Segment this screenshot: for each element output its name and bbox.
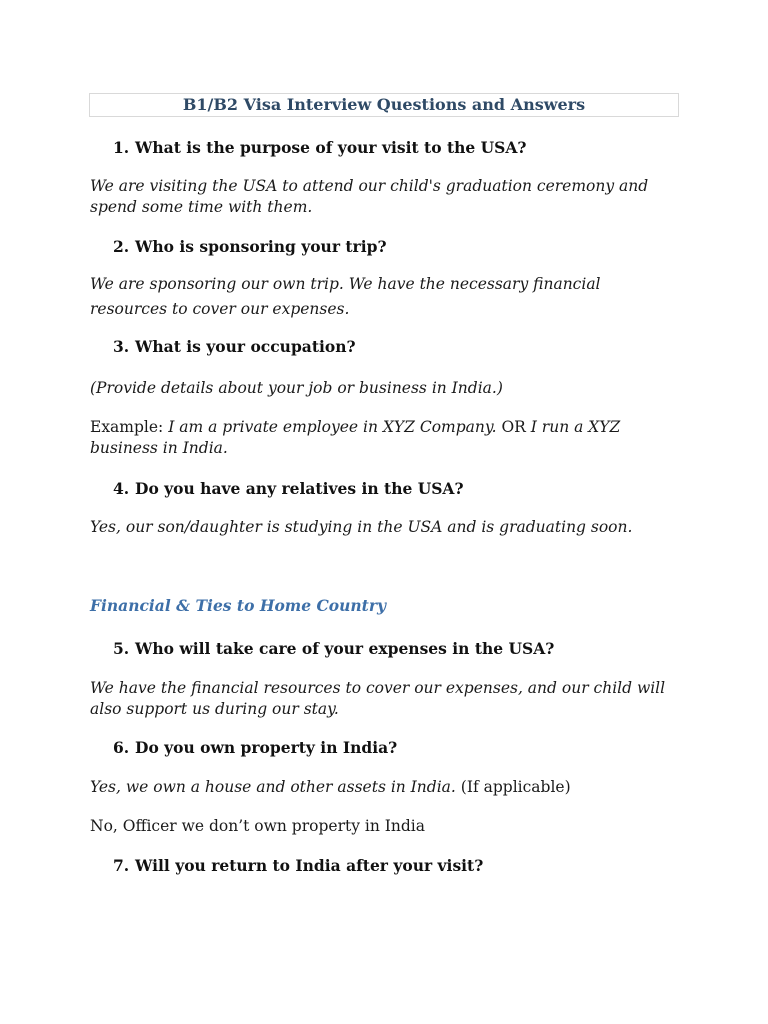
question-text: Who is sponsoring your trip? [135,237,387,256]
answer-5: We have the financial resources to cover our expenses, and our child will also support us during our stay. [90,679,666,718]
question-number: 3. [113,337,130,356]
question-number: 5. [113,639,130,658]
question-1 [113,138,526,157]
question-6 [113,738,397,757]
question-7 [113,856,483,875]
question-3 [113,337,356,356]
example-option-1: I am a private employee in XYZ Company. [168,418,497,436]
section-heading: Financial & Ties to Home Country [90,596,387,615]
question-text: Do you have any relatives in the USA? [135,479,464,498]
answer-3-example [90,417,675,459]
question-2 [113,237,387,256]
answer-3-note: (Provide details about your job or business in India.) [90,379,503,397]
answer-6-note: (If applicable) [455,778,571,796]
question-text: Will you return to India after your visit? [135,856,484,875]
document-title: B1/B2 Visa Interview Questions and Answers [89,93,679,117]
example-label: Example: [90,418,169,436]
answer-6-alternative: No, Officer we don’t own property in India [90,817,425,835]
question-number: 6. [113,738,130,757]
answer-4: Yes, our son/daughter is studying in the USA and is graduating soon. [90,518,633,536]
question-number: 4. [113,479,130,498]
answer-2: We are sponsoring our own trip. We have the necessary financial resources to cover our expenses. [90,275,601,318]
example-option-2: I run a XYZ business in India. [90,418,621,457]
question-number: 7. [113,856,130,875]
question-number: 1. [113,138,130,157]
question-text: What is the purpose of your visit to the USA? [135,138,527,157]
question-text: Who will take care of your expenses in the USA? [135,639,555,658]
answer-6 [90,777,675,798]
question-4 [113,479,464,498]
question-text: Do you own property in India? [135,738,398,757]
question-number: 2. [113,237,130,256]
question-text: What is your occupation? [135,337,356,356]
example-or: OR [496,418,531,436]
answer-6-text: Yes, we own a house and other assets in India. [90,778,456,796]
question-5 [113,639,554,658]
answer-1: We are visiting the USA to attend our child's graduation ceremony and spend some time with them. [90,177,649,216]
